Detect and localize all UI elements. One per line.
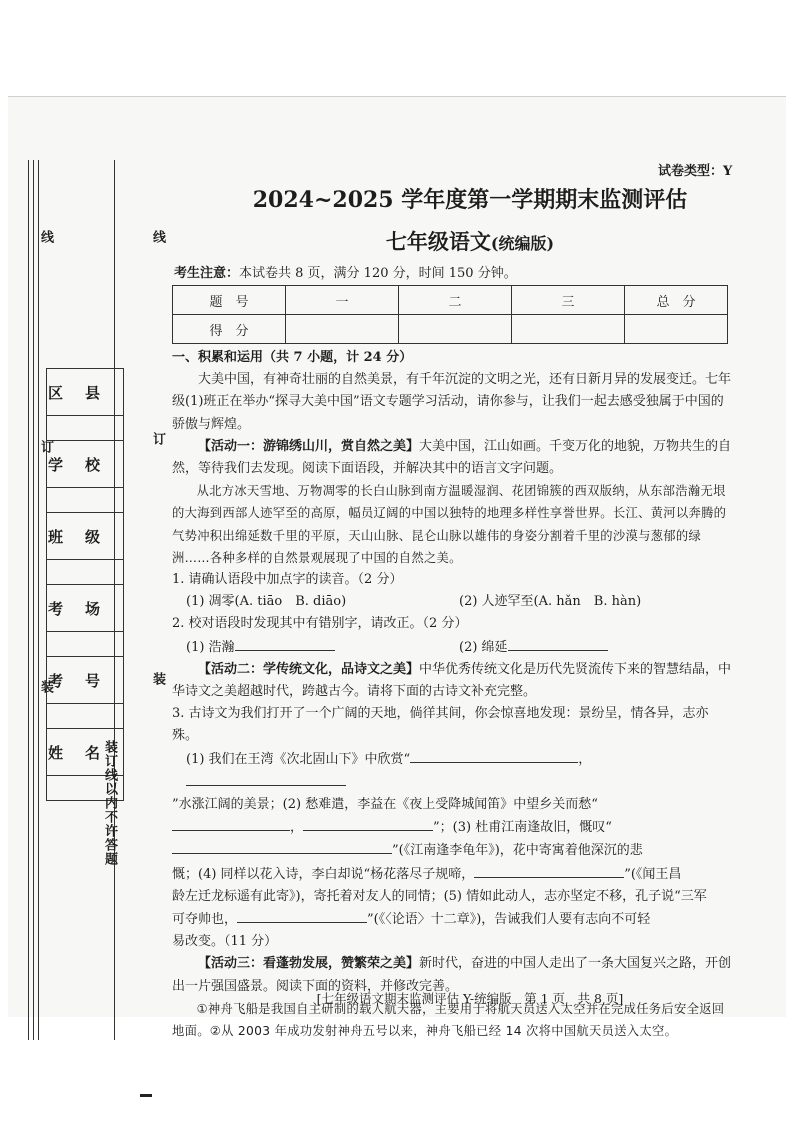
activity2-label: 【活动二：学传统文化，品诗文之美】 <box>198 661 420 677</box>
q2-item-b <box>459 636 732 659</box>
activity1-paragraph <box>172 436 732 480</box>
activity1-text: 大美中国，江山如画。千变万化的地貌，万物共生的自然，等待我们去发现。阅读下面语段，并解决其中的语言文字问题。 <box>172 438 732 477</box>
score-table <box>172 285 728 344</box>
activity3-label: 【活动三：看蓬勃发展，赞繁荣之美】 <box>198 956 420 972</box>
q2-items <box>172 636 732 659</box>
field-class-blank[interactable] <box>47 560 124 585</box>
q3-line7 <box>172 908 732 931</box>
exam-type: 试卷类型：Y <box>658 164 733 179</box>
intro-paragraph: 大美中国，有神奇壮丽的自然美景，有千年沉淀的文明之光，还有日新月异的发展变迁。七年级(1)班正在举办“探寻大美中国”语文专题学习活动，请你参与，让我们一起去感受独属于中国的骄傲与辉煌。 <box>172 372 732 432</box>
q3-blank-5[interactable] <box>172 839 392 854</box>
field-district-blank[interactable] <box>47 416 124 441</box>
seal-note: 装订线以内不许答题 <box>102 740 117 866</box>
exam-subtitle <box>170 226 770 256</box>
notice-text: 本试卷共 8 页，满分 120 分，时间 150 分钟。 <box>239 266 517 281</box>
notice-label: 考生注意： <box>174 266 240 281</box>
binding-order-char-2: 订 <box>150 432 165 445</box>
field-room-blank[interactable] <box>47 632 124 657</box>
exam-content <box>172 347 732 1042</box>
field-exam-no: 考号 <box>47 657 124 704</box>
q3-part1: (1) 我们在王湾《次北固山下》中欣赏“ <box>186 751 411 767</box>
scan-mark <box>140 1094 152 1097</box>
q2-item-a <box>186 636 459 659</box>
score-header-label: 题 号 <box>173 286 286 315</box>
q3-blank-7[interactable] <box>237 908 367 923</box>
score-cell-total[interactable] <box>625 315 728 344</box>
field-room: 考场 <box>47 585 124 632</box>
q3-line6: 龄左迁龙标遥有此寄》)，寄托着对友人的同情；(5) 情如此动人，志亦坚定不移，孔子说“三军 <box>172 888 707 904</box>
exam-notice <box>174 262 517 281</box>
binding-line-char-1: 线 <box>38 230 53 243</box>
q3-part7: 可夺帅也， <box>172 912 238 928</box>
activity2-paragraph <box>172 659 732 703</box>
q3-line3 <box>172 816 732 839</box>
q2-item-b-text: (2) 绵延 <box>459 639 508 655</box>
q3-blank-6[interactable] <box>474 863 624 878</box>
q3-part4: ”(《江南逢李龟年》)，花中寄寓着他深沉的悲 <box>392 843 643 859</box>
q3-line4 <box>172 839 732 862</box>
score-header-2: 二 <box>399 286 512 315</box>
q3-line5 <box>172 863 732 886</box>
q1-option-b[interactable]: (2) 人迹罕至(A. hǎn B. hàn) <box>459 594 642 610</box>
q3-part1b: ， <box>578 751 592 767</box>
score-cell-3[interactable] <box>512 315 625 344</box>
q3-part5b: ”(《闻王昌 <box>624 866 682 882</box>
score-header-total: 总 分 <box>625 286 728 315</box>
passage3: ①神舟飞船是我国自主研制的载人航天器，主要用于将航天员送入太空并在完成任务后安全返回地面。②从 2003 年成功发射神舟五号以来，神舟飞船已经 14 次将中国航天员送入太空。 <box>172 1001 725 1039</box>
binding-line-char-2: 线 <box>150 230 165 243</box>
field-class: 班级 <box>47 513 124 560</box>
q3-part3b: ”；(3) 杜甫江南逢故旧，慨叹“ <box>433 820 612 836</box>
field-school: 学校 <box>47 441 124 488</box>
q2-item-a-text: (1) 浩瀚 <box>186 639 235 655</box>
q3-part2: ”水涨江阔的美景；(2) 愁难遣，李益在《夜上受降城闻笛》中望乡关而愁“ <box>172 797 598 813</box>
subtitle-main: 七年级语文 <box>385 229 491 254</box>
q3-line1 <box>172 748 732 794</box>
activity3-text: 新时代，奋进的中国人走出了一条大国复兴之路，开创出一片强国盛景。阅读下面的资料，并修改完善。 <box>172 956 732 994</box>
score-row-label: 得 分 <box>173 315 286 344</box>
q1-stem: 1. 请确认语段中加点字的读音。（2 分） <box>172 572 403 588</box>
field-exam-no-blank[interactable] <box>47 704 124 729</box>
binding-bind-char-2: 装 <box>150 672 165 685</box>
activity1-label: 【活动一：游锦绣山川，赏自然之美】 <box>198 438 420 454</box>
q3-blank-2[interactable] <box>186 771 346 786</box>
q3-part7b: ”(《〈论语〉十二章》)，告诫我们人要有志向不可轻 <box>367 912 651 928</box>
q2-answer-a[interactable] <box>235 636 335 651</box>
q3-blank-4[interactable] <box>303 816 433 831</box>
q3-blank-3[interactable] <box>172 816 290 831</box>
field-district: 区县 <box>47 369 124 416</box>
q1-options <box>172 591 732 613</box>
q3-stem: 3. 古诗文为我们打开了一个广阔的天地，倘徉其间，你会惊喜地发现：景纷呈，情各异，志亦殊。 <box>172 706 709 744</box>
score-cell-1[interactable] <box>286 315 399 344</box>
q1-option-a[interactable]: (1) 凋零(A. tiāo B. diāo) <box>186 594 347 610</box>
q2-stem: 2. 校对语段时发现其中有错别字，请改正。（2 分） <box>172 616 468 632</box>
q3-part5: 慨；(4) 同样以花入诗，李白却说“杨花落尽子规啼， <box>172 866 475 882</box>
section1-title: 一、积累和运用（共 7 小题，计 24 分） <box>172 350 413 365</box>
score-header-1: 一 <box>286 286 399 315</box>
subtitle-edition: (统编版) <box>490 234 555 253</box>
score-cell-2[interactable] <box>399 315 512 344</box>
exam-title: 2024~2025 学年度第一学期期末监测评估 <box>252 187 688 213</box>
q3-line2 <box>172 794 732 816</box>
passage1: 从北方冰天雪地、万物凋零的长白山脉到南方温暖湿润、花团锦簇的西双版纳，从东部浩瀚无垠的大海到西部人迹罕至的高原，幅员辽阔的中国以独特的地理多样性享誉世界。长江、黄河以奔腾的气势冲积出绵延数千里的平原，天山山脉、昆仑山脉以雄伟的身姿分割着千里的沙漠与葱郁的绿洲……各种多样的自然景观展现了中国的自然之美。 <box>172 484 727 565</box>
student-info-table <box>46 368 124 801</box>
field-name: 姓名 <box>47 729 124 776</box>
binding-bind-char-1: 装 <box>38 680 53 693</box>
binding-order-char-1: 订 <box>38 440 53 453</box>
activity2-text: 中华优秀传统文化是历代先贤流传下来的智慧结晶，中华诗文之美超越时代，跨越古今。请将下面的古诗文补充完整。 <box>172 661 732 700</box>
q2-answer-b[interactable] <box>508 636 608 651</box>
page-footer: [七年级语文期末监测评估 Y-统编版 第 1 页 共 8 页] <box>316 991 624 1006</box>
q3-line8: 易改变。（11 分） <box>172 934 278 950</box>
score-header-3: 三 <box>512 286 625 315</box>
q3-blank-1[interactable] <box>410 748 578 763</box>
q3-part3: ， <box>290 820 304 836</box>
field-school-blank[interactable] <box>47 488 124 513</box>
